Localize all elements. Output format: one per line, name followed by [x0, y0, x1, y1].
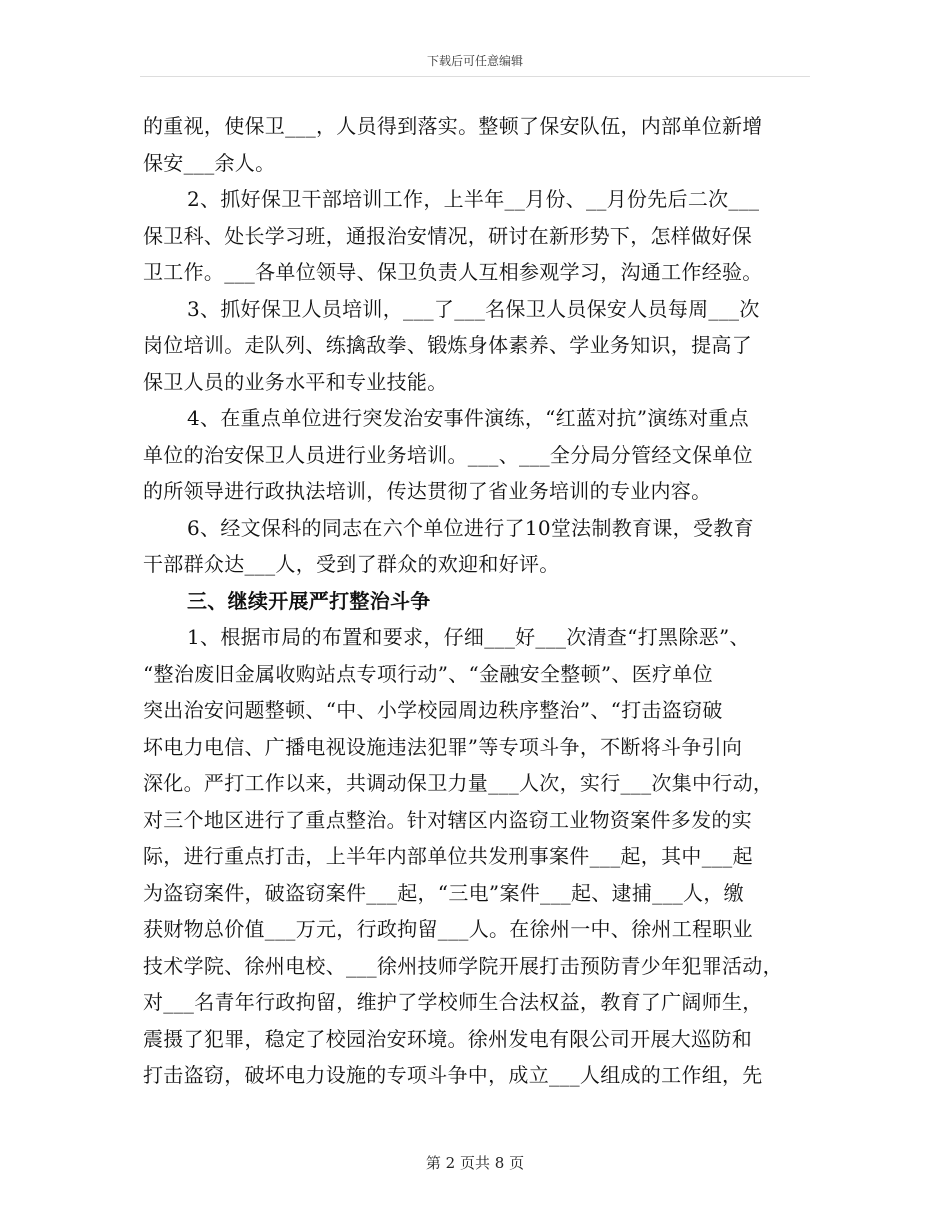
body-line: 获财物总价值___万元，行政拘留___人。在徐州一中、徐州工程职业 — [143, 917, 753, 941]
body-line: 坏电力电信、广播电视设施违法犯罪”等专项斗争，不断将斗争引向 — [143, 734, 743, 759]
body-line: 卫工作。___各单位领导、保卫负责人互相参观学习，沟通工作经验。 — [143, 260, 763, 284]
page-header: 下载后可任意编辑 — [426, 54, 523, 68]
body-line: 岗位培训。走队列、练擒敌拳、锻炼身体素养、学业务知识，提高了 — [143, 333, 752, 357]
page-footer: 第 2 页共 8 页 — [425, 1154, 525, 1172]
body-line: 保卫人员的业务水平和专业技能。 — [143, 369, 448, 394]
document-body — [143, 108, 815, 1094]
body-line: 为盗窃案件，破盗窃案件___起，“三电”案件___起、逮捕___人，缴 — [143, 880, 744, 905]
body-line: 6、经文保科的同志在六个单位进行了10堂法制教育课，受教育 — [187, 515, 754, 540]
body-line: 打击盗窃，破坏电力设施的专项斗争中，成立___人组成的工作组，先 — [143, 1063, 763, 1087]
body-line: 1、根据市局的布置和要求，仔细___好___次清查“打黑除恶”、 — [187, 625, 750, 649]
body-line: 的所领导进行政执法培训，传达贯彻了省业务培训的专业内容。 — [143, 479, 712, 503]
body-line: “整治废旧金属收购站点专项行动”、“金融安全整顿”、医疗单位 — [143, 661, 713, 686]
body-line: 保卫科、处长学习班，通报治安情况，研讨在新形势下，怎样做好保 — [143, 223, 752, 248]
body-line: 保安___余人。 — [143, 150, 276, 175]
body-line: 对___名青年行政拘留，维护了学校师生合法权益，教育了广阔师生， — [143, 990, 763, 1014]
header-divider — [140, 76, 810, 77]
body-line: 单位的治安保卫人员进行业务培训。___、___全分局分管经文保单位 — [143, 442, 753, 467]
body-line: 干部群众达___人，受到了群众的欢迎和好评。 — [143, 552, 560, 576]
body-line: 4、在重点单位进行突发治安事件演练，“红蓝对抗”演练对重点 — [187, 406, 749, 430]
body-line: 3、抓好保卫人员培训，___了___名保卫人员保安人员每周___次 — [187, 296, 760, 321]
body-line: 深化。严打工作以来，共调动保卫力量___人次，实行___次集中行动， — [143, 771, 774, 795]
body-line: 技术学院、徐州电校、___徐州技师学院开展打击预防青少年犯罪活动， — [143, 953, 783, 978]
section-heading: 三、继续开展严打整治斗争 — [187, 588, 431, 613]
body-line: 对三个地区进行了重点整治。针对辖区内盗窃工业物资案件多发的实 — [143, 807, 752, 832]
body-line: 震摄了犯罪，稳定了校园治安环境。徐州发电有限公司开展大巡防和 — [143, 1026, 752, 1051]
body-line: 的重视，使保卫___，人员得到落实。整顿了保安队伍，内部单位新增 — [143, 114, 763, 138]
body-line: 突出治安问题整顿、“中、小学校园周边秩序整治”、“打击盗窃破 — [143, 698, 723, 722]
body-line: 际，进行重点打击，上半年内部单位共发刑事案件___起，其中___起 — [143, 844, 753, 868]
body-line: 2、抓好保卫干部培训工作，上半年__月份、__月份先后二次___ — [187, 187, 760, 211]
